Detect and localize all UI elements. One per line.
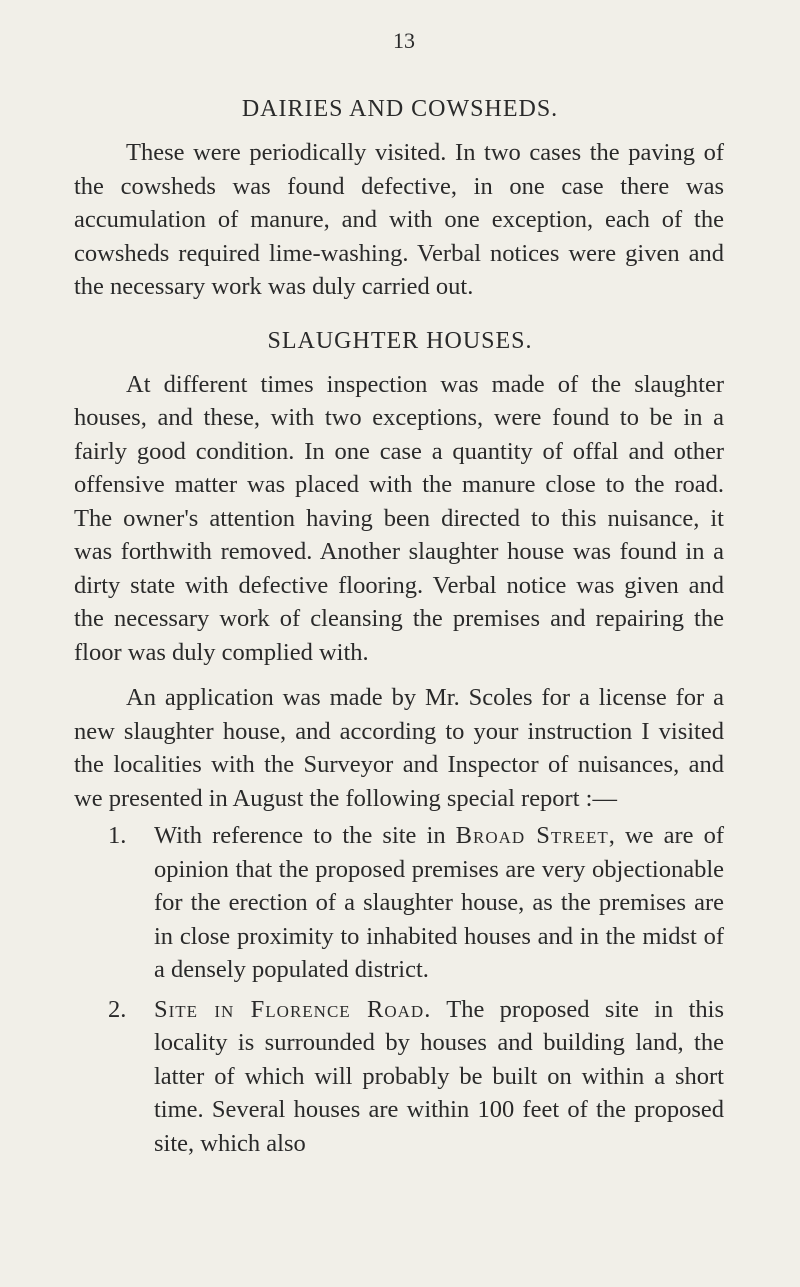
paragraph-license-application: An application was made by Mr. Scoles for a license for a new slaughter house, and according to your instruction I visited the localities with the Surveyor and Inspector of nuisances, and we presented in August the following special report :— bbox=[74, 684, 724, 812]
page-number: 13 bbox=[393, 28, 415, 53]
report-item-place-name: Broad Street bbox=[455, 822, 609, 849]
report-item-number: 1. bbox=[108, 822, 127, 849]
report-item-place-name: Site in Florence Road. bbox=[154, 995, 432, 1023]
report-item-text-after: , we are of opinion that the proposed premises are very objectionable for the erection of a slaughter house, as the premises are in close proximity to inhabited houses and in the midst of a densely populated district. bbox=[154, 822, 724, 983]
report-item-number: 2. bbox=[108, 995, 127, 1023]
section-heading-slaughter-houses: SLAUGHTER HOUSES. bbox=[267, 327, 533, 354]
paragraph-dairies: These were periodically visited. In two cases the paving of the cowsheds was found defective, in one case there was accumulation of manure, and with one exception, each of the cowsheds required lime-washing. Verbal notices were given and the necessary work was duly carried out. bbox=[74, 139, 724, 300]
report-item-broad-street bbox=[108, 819, 724, 987]
report-item-text-before: With reference to the site in bbox=[154, 822, 456, 849]
report-item-florence-road bbox=[108, 993, 724, 1161]
paragraph-slaughter-inspection: At different times inspection was made of the slaughter houses, and these, with two exceptions, were found to be in a fairly good condition. In one case a quantity of offal and other offensive matter was placed with the manure close to the road. The owner's attention having been directed to this nuisance, it was forthwith removed. Another slaughter house was found in a dirty state with defective flooring. Verbal notice was given and the necessary work of cleansing the premises and repairing the floor was duly complied with. bbox=[74, 370, 724, 666]
special-report-list bbox=[0, 819, 800, 1160]
report-item-text-after: The proposed site in this locality is surrounded by houses and building land, the latter of which will probably be built on within a short time. Several houses are within 100 feet of the proposed site, which also bbox=[154, 995, 724, 1157]
section-heading-dairies: DAIRIES AND COWSHEDS. bbox=[241, 96, 559, 122]
